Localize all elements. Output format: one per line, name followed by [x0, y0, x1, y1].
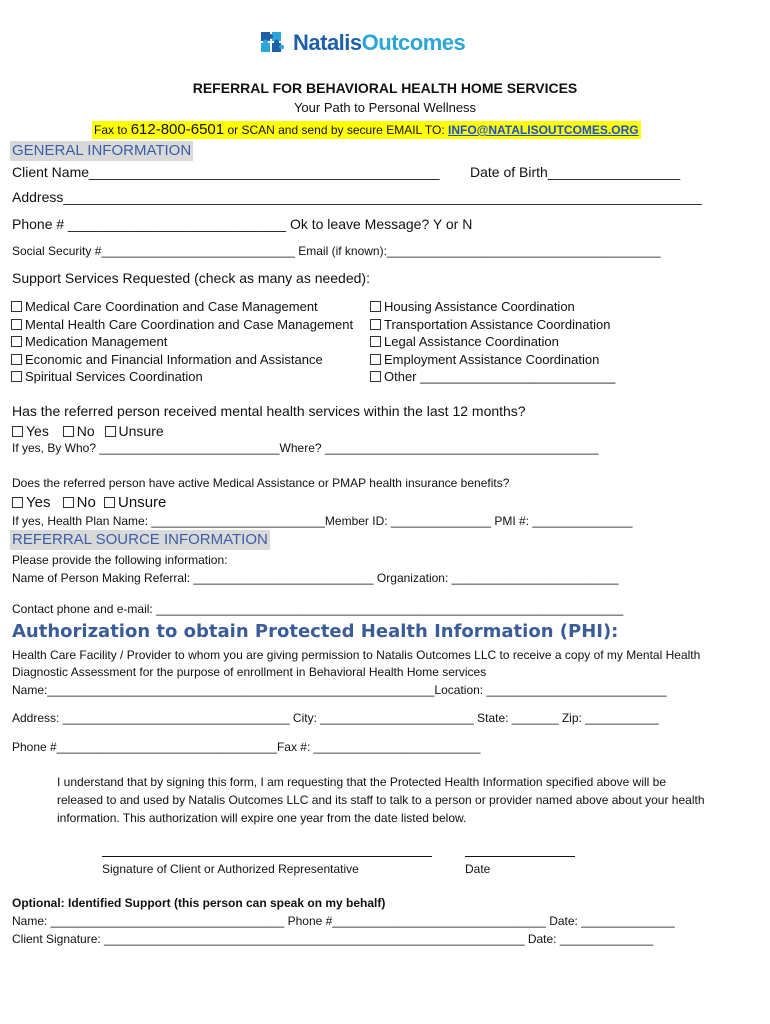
services-left-list	[11, 298, 353, 386]
signature-label: Signature of Client or Authorized Representative	[102, 862, 359, 876]
service-checkbox-item[interactable]: Medication Management	[11, 333, 353, 351]
optional-support-heading: Optional: Identified Support (this person can speak on my behalf)	[12, 896, 386, 910]
checkbox-icon	[63, 497, 74, 508]
consent-line3: information. This authorization will expire one year from the date listed below.	[57, 811, 467, 825]
phi-desc-line1: Health Care Facility / Provider to whom you are giving permission to Natalis Outcomes LLC to receive a copy of my Mental Health	[12, 648, 701, 662]
provider-address-field[interactable]: Address: __________________________________ City: _______________________ State: _______ Zip: ___________	[12, 711, 659, 725]
client-signature-field[interactable]: Client Signature: _______________________________________________________________ Date: ______________	[12, 932, 654, 946]
signature-line[interactable]	[102, 856, 432, 857]
address-field[interactable]: Address__________________________________________________________________________________	[12, 189, 702, 205]
option-unsure[interactable]: Unsure	[104, 494, 166, 511]
service-checkbox-item[interactable]: Spiritual Services Coordination	[11, 368, 353, 386]
checkbox-icon	[104, 497, 115, 508]
phone-field[interactable]: Phone # ____________________________ Ok to leave Message? Y or N	[12, 216, 473, 232]
service-checkbox-item[interactable]: Employment Assistance Coordination	[370, 351, 615, 369]
support-name-field[interactable]: Name: ___________________________________ Phone #________________________________ Date: ______________	[12, 914, 675, 928]
contact-field[interactable]: Contact phone and e-mail: ______________________________________________________________________	[12, 602, 624, 616]
services-right-list	[370, 298, 615, 386]
checkbox-icon	[370, 319, 381, 330]
service-checkbox-item[interactable]: Mental Health Care Coordination and Case Management	[11, 316, 353, 334]
service-checkbox-item[interactable]: Other ___________________________	[370, 368, 615, 386]
checkbox-icon	[12, 497, 23, 508]
phi-desc-line2: Diagnostic Assessment for the purpose of enrollment in Behavioral Health Home services	[12, 665, 487, 679]
option-yes[interactable]: Yes	[12, 423, 49, 439]
client-name-field[interactable]: Client Name_____________________________________________	[12, 164, 440, 180]
checkbox-icon	[11, 354, 22, 365]
insurance-options	[12, 494, 166, 511]
service-checkbox-item[interactable]: Housing Assistance Coordination	[370, 298, 615, 316]
checkbox-icon	[370, 301, 381, 312]
checkbox-icon	[370, 371, 381, 382]
insurance-question: Does the referred person have active Medical Assistance or PMAP health insurance benefits?	[12, 476, 510, 490]
service-checkbox-item[interactable]: Medical Care Coordination and Case Management	[11, 298, 353, 316]
brand-logo	[259, 30, 465, 56]
checkbox-icon	[105, 426, 116, 437]
mental-health-followup[interactable]: If yes, By Who? ___________________________Where? _________________________________________	[12, 441, 599, 455]
consent-line2: released to and used by Natalis Outcomes LLC and its staff to talk to a person or provider named above about your health	[57, 793, 705, 807]
checkbox-icon	[370, 336, 381, 347]
checkbox-icon	[11, 319, 22, 330]
dob-field[interactable]: Date of Birth_________________	[470, 164, 681, 180]
checkbox-icon	[11, 301, 22, 312]
consent-line1: I understand that by signing this form, I am requesting that the Protected Health Information specified above will be	[57, 775, 667, 789]
service-checkbox-item[interactable]: Legal Assistance Coordination	[370, 333, 615, 351]
provider-name-field[interactable]: Name:__________________________________________________________Location: ___________________________	[12, 683, 667, 697]
puzzle-logo-icon	[259, 30, 289, 56]
ssn-email-field[interactable]: Social Security #_____________________________ Email (if known):_________________________________________	[12, 244, 661, 258]
mental-health-question: Has the referred person received mental health services within the last 12 months?	[12, 403, 526, 419]
service-checkbox-item[interactable]: Economic and Financial Information and Assistance	[11, 351, 353, 369]
checkbox-icon	[12, 426, 23, 437]
referrer-name-field[interactable]: Name of Person Making Referral: ___________________________ Organization: _________________________	[12, 571, 619, 585]
fax-number: 612-800-6501	[130, 121, 225, 138]
option-yes[interactable]: Yes	[12, 494, 50, 511]
option-no[interactable]: No	[63, 423, 95, 439]
phi-heading: Authorization to obtain Protected Health Information (PHI):	[12, 621, 619, 642]
logo-wordmark: NatalisOutcomes	[293, 30, 466, 55]
fax-instructions: Fax to 612-800-6501 or SCAN and send by secure EMAIL TO: INFO@NATALISOUTCOMES.ORG	[94, 121, 639, 138]
support-services-heading: Support Services Requested (check as many as needed):	[12, 270, 370, 286]
checkbox-icon	[11, 336, 22, 347]
provider-phone-field[interactable]: Phone #_________________________________Fax #: _________________________	[12, 740, 481, 754]
date-line[interactable]	[465, 856, 575, 857]
option-unsure[interactable]: Unsure	[105, 423, 164, 439]
date-label: Date	[465, 862, 491, 876]
checkbox-icon	[370, 354, 381, 365]
checkbox-icon	[11, 371, 22, 382]
insurance-followup[interactable]: If yes, Health Plan Name: __________________________Member ID: _______________ PMI #: _______________	[12, 514, 633, 528]
section-heading-referral: REFERRAL SOURCE INFORMATION	[12, 531, 268, 548]
service-checkbox-item[interactable]: Transportation Assistance Coordination	[370, 316, 615, 334]
section-heading-general: GENERAL INFORMATION	[12, 142, 192, 159]
email-link[interactable]: INFO@NATALISOUTCOMES.ORG	[448, 123, 639, 137]
form-title: REFERRAL FOR BEHAVIORAL HEALTH HOME SERVICES	[192, 80, 578, 96]
referral-intro: Please provide the following information:	[12, 553, 228, 567]
checkbox-icon	[63, 426, 74, 437]
mental-health-options	[12, 423, 164, 439]
form-subtitle: Your Path to Personal Wellness	[293, 100, 477, 115]
option-no[interactable]: No	[63, 494, 96, 511]
